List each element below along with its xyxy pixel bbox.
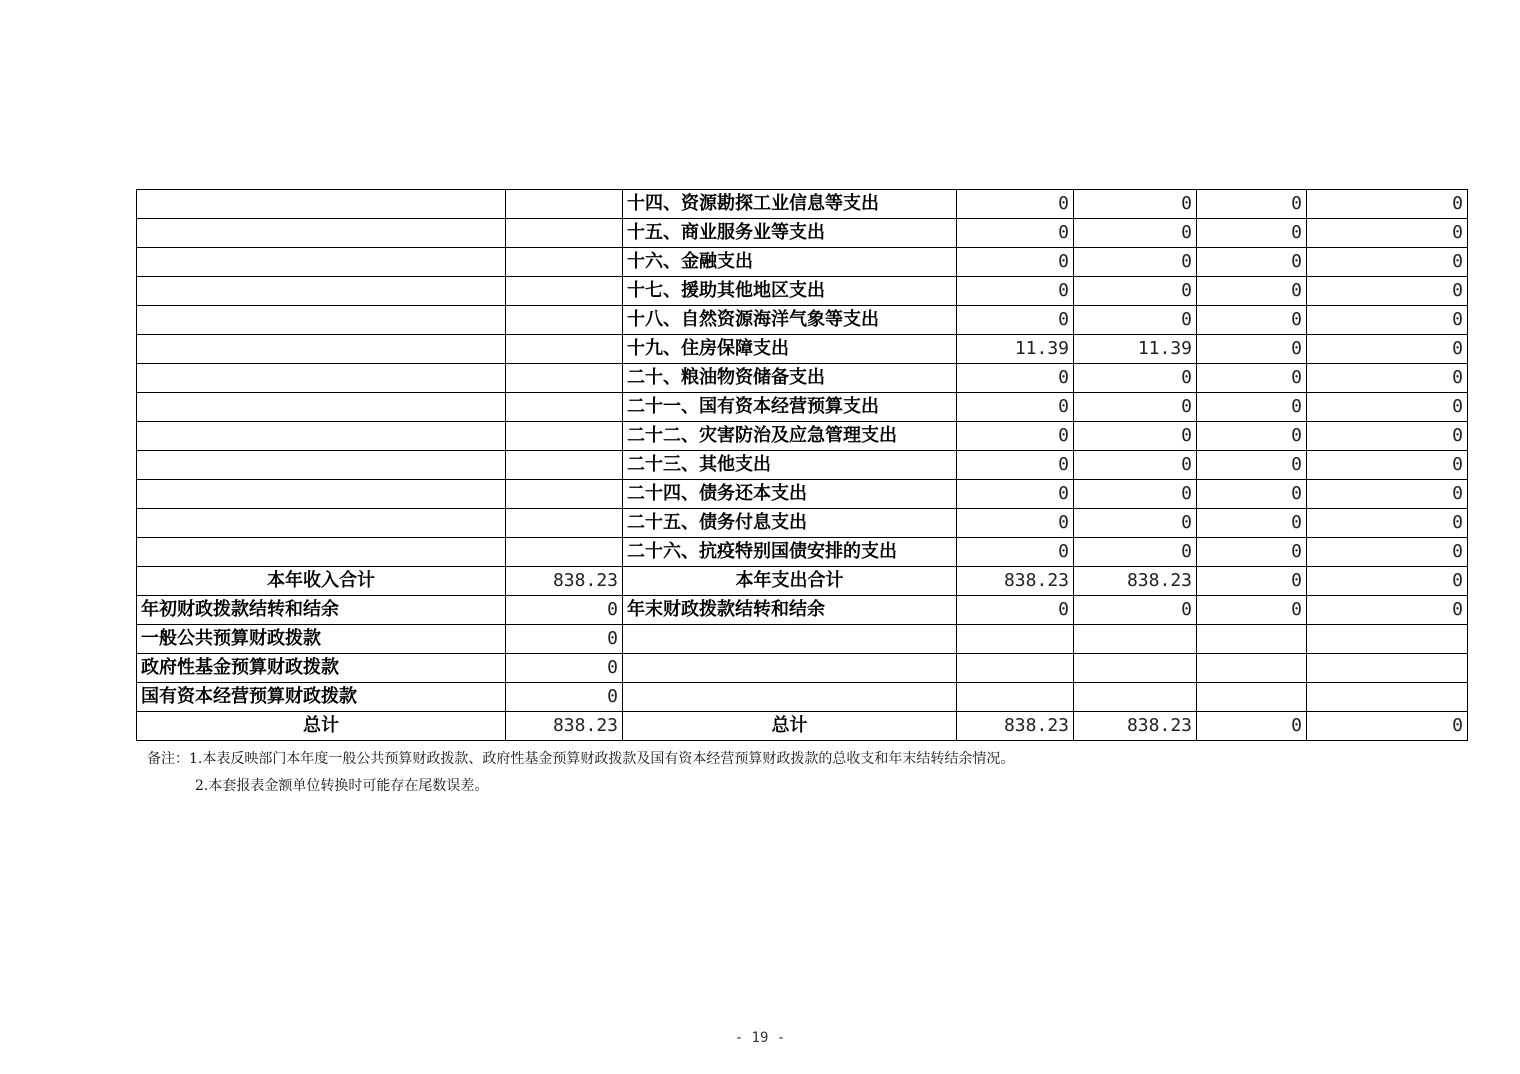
expense-state-capital-cell: 0 — [1307, 567, 1468, 596]
expense-state-capital-cell: 0 — [1307, 248, 1468, 277]
expense-total-cell: 0 — [957, 219, 1074, 248]
expense-item-cell: 二十一、国有资本经营预算支出 — [623, 393, 957, 422]
expense-state-capital-cell: 0 — [1307, 393, 1468, 422]
expense-carryover-label: 年末财政拨款结转和结余 — [623, 596, 957, 625]
expense-gov-fund-cell: 0 — [1197, 538, 1307, 567]
expense-state-capital-cell: 0 — [1307, 480, 1468, 509]
expense-item-cell: 二十六、抗疫特别国债安排的支出 — [623, 538, 957, 567]
income-carryover-amount: 0 — [506, 596, 623, 625]
expense-state-capital-cell — [1307, 654, 1468, 683]
expense-gov-fund-cell: 0 — [1197, 219, 1307, 248]
expense-state-capital-cell: 0 — [1307, 451, 1468, 480]
expense-item-cell — [623, 625, 957, 654]
expense-gov-fund-cell: 0 — [1197, 248, 1307, 277]
budget-table — [136, 189, 1468, 741]
expense-general-budget-cell — [1074, 625, 1197, 654]
page-number: - 19 - — [734, 1030, 786, 1046]
table-row — [137, 451, 1468, 480]
income-item-cell — [137, 219, 506, 248]
expense-gov-fund-cell: 0 — [1197, 596, 1307, 625]
expense-general-budget-cell: 0 — [1074, 422, 1197, 451]
income-grand-total-amount: 838.23 — [506, 712, 623, 741]
table-row — [137, 335, 1468, 364]
expense-total-cell: 0 — [957, 277, 1074, 306]
income-subitem-label: 一般公共预算财政拨款 — [137, 625, 506, 654]
income-item-cell — [137, 364, 506, 393]
expense-general-budget-cell: 0 — [1074, 538, 1197, 567]
expense-gov-fund-cell: 0 — [1197, 393, 1307, 422]
expense-gov-fund-cell: 0 — [1197, 480, 1307, 509]
expense-total-cell: 0 — [957, 248, 1074, 277]
expense-gov-fund-cell — [1197, 683, 1307, 712]
table-row — [137, 306, 1468, 335]
income-amount-cell — [506, 248, 623, 277]
income-item-cell — [137, 306, 506, 335]
income-amount-cell — [506, 393, 623, 422]
expense-item-cell — [623, 654, 957, 683]
expense-general-budget-cell: 838.23 — [1074, 712, 1197, 741]
income-amount-cell — [506, 306, 623, 335]
expense-total-cell: 0 — [957, 509, 1074, 538]
expense-item-cell: 二十、粮油物资储备支出 — [623, 364, 957, 393]
income-amount-cell — [506, 219, 623, 248]
expense-general-budget-cell — [1074, 683, 1197, 712]
income-amount-cell: 0 — [506, 683, 623, 712]
expense-item-cell: 十七、援助其他地区支出 — [623, 277, 957, 306]
expense-state-capital-cell: 0 — [1307, 596, 1468, 625]
expense-general-budget-cell: 0 — [1074, 248, 1197, 277]
expense-total-cell — [957, 683, 1074, 712]
income-subtotal-amount: 838.23 — [506, 567, 623, 596]
expense-item-cell: 二十二、灾害防治及应急管理支出 — [623, 422, 957, 451]
expense-total-cell: 0 — [957, 596, 1074, 625]
expense-state-capital-cell: 0 — [1307, 422, 1468, 451]
table-row — [137, 654, 1468, 683]
expense-general-budget-cell: 0 — [1074, 277, 1197, 306]
table-notes — [147, 746, 1447, 800]
table-row — [137, 422, 1468, 451]
expense-total-cell: 0 — [957, 306, 1074, 335]
expense-total-cell: 838.23 — [957, 567, 1074, 596]
expense-state-capital-cell: 0 — [1307, 335, 1468, 364]
table-row — [137, 480, 1468, 509]
expense-item-cell: 十九、住房保障支出 — [623, 335, 957, 364]
income-item-cell — [137, 277, 506, 306]
income-amount-cell — [506, 422, 623, 451]
expense-gov-fund-cell: 0 — [1197, 364, 1307, 393]
expense-state-capital-cell: 0 — [1307, 306, 1468, 335]
expense-gov-fund-cell — [1197, 625, 1307, 654]
table-row — [137, 219, 1468, 248]
income-item-cell — [137, 335, 506, 364]
table-row-carryover — [137, 596, 1468, 625]
expense-general-budget-cell: 838.23 — [1074, 567, 1197, 596]
expense-total-cell: 838.23 — [957, 712, 1074, 741]
table-row — [137, 277, 1468, 306]
income-amount-cell — [506, 277, 623, 306]
income-subitem-label: 政府性基金预算财政拨款 — [137, 654, 506, 683]
income-amount-cell — [506, 335, 623, 364]
expense-gov-fund-cell: 0 — [1197, 451, 1307, 480]
income-item-cell — [137, 451, 506, 480]
expense-state-capital-cell: 0 — [1307, 190, 1468, 219]
expense-gov-fund-cell: 0 — [1197, 509, 1307, 538]
income-amount-cell — [506, 364, 623, 393]
expense-gov-fund-cell — [1197, 654, 1307, 683]
expense-total-cell: 0 — [957, 364, 1074, 393]
expense-total-cell: 0 — [957, 393, 1074, 422]
expense-state-capital-cell: 0 — [1307, 712, 1468, 741]
expense-general-budget-cell — [1074, 654, 1197, 683]
expense-state-capital-cell: 0 — [1307, 509, 1468, 538]
expense-total-cell — [957, 654, 1074, 683]
table-row — [137, 683, 1468, 712]
expense-item-cell: 十四、资源勘探工业信息等支出 — [623, 190, 957, 219]
income-amount-cell — [506, 509, 623, 538]
expense-general-budget-cell: 0 — [1074, 190, 1197, 219]
expense-gov-fund-cell: 0 — [1197, 422, 1307, 451]
expense-subtotal-label: 本年支出合计 — [623, 567, 957, 596]
expense-state-capital-cell — [1307, 625, 1468, 654]
income-amount-cell — [506, 190, 623, 219]
expense-state-capital-cell — [1307, 683, 1468, 712]
budget-table-body — [137, 190, 1468, 741]
expense-total-cell: 0 — [957, 190, 1074, 219]
expense-gov-fund-cell: 0 — [1197, 335, 1307, 364]
expense-state-capital-cell: 0 — [1307, 277, 1468, 306]
income-item-cell — [137, 509, 506, 538]
expense-gov-fund-cell: 0 — [1197, 190, 1307, 219]
expense-item-cell: 二十三、其他支出 — [623, 451, 957, 480]
expense-gov-fund-cell: 0 — [1197, 567, 1307, 596]
income-item-cell — [137, 538, 506, 567]
expense-total-cell: 11.39 — [957, 335, 1074, 364]
expense-general-budget-cell: 0 — [1074, 364, 1197, 393]
expense-item-cell: 十五、商业服务业等支出 — [623, 219, 957, 248]
expense-total-cell — [957, 625, 1074, 654]
expense-general-budget-cell: 0 — [1074, 393, 1197, 422]
income-item-cell — [137, 393, 506, 422]
income-item-cell — [137, 480, 506, 509]
expense-state-capital-cell: 0 — [1307, 364, 1468, 393]
expense-total-cell: 0 — [957, 480, 1074, 509]
income-amount-cell — [506, 538, 623, 567]
income-item-cell — [137, 248, 506, 277]
table-row — [137, 364, 1468, 393]
table-row — [137, 190, 1468, 219]
table-row — [137, 509, 1468, 538]
income-item-cell — [137, 190, 506, 219]
table-row-subtotal — [137, 567, 1468, 596]
table-row — [137, 625, 1468, 654]
expense-gov-fund-cell: 0 — [1197, 306, 1307, 335]
table-row — [137, 538, 1468, 567]
expense-item-cell: 二十五、债务付息支出 — [623, 509, 957, 538]
expense-gov-fund-cell: 0 — [1197, 712, 1307, 741]
table-row-grand-total — [137, 712, 1468, 741]
expense-item-cell — [623, 683, 957, 712]
expense-total-cell: 0 — [957, 538, 1074, 567]
note-line-2: 2.本套报表金额单位转换时可能存在尾数误差。 — [195, 778, 489, 794]
expense-grand-total-label: 总计 — [623, 712, 957, 741]
income-subtotal-label: 本年收入合计 — [137, 567, 506, 596]
income-amount-cell: 0 — [506, 625, 623, 654]
expense-item-cell: 十八、自然资源海洋气象等支出 — [623, 306, 957, 335]
income-subitem-label: 国有资本经营预算财政拨款 — [137, 683, 506, 712]
expense-general-budget-cell: 0 — [1074, 509, 1197, 538]
expense-general-budget-cell: 0 — [1074, 596, 1197, 625]
income-amount-cell — [506, 451, 623, 480]
income-amount-cell — [506, 480, 623, 509]
income-carryover-label: 年初财政拨款结转和结余 — [137, 596, 506, 625]
income-item-cell — [137, 422, 506, 451]
expense-general-budget-cell: 0 — [1074, 306, 1197, 335]
expense-state-capital-cell: 0 — [1307, 538, 1468, 567]
expense-state-capital-cell: 0 — [1307, 219, 1468, 248]
expense-general-budget-cell: 11.39 — [1074, 335, 1197, 364]
expense-general-budget-cell: 0 — [1074, 451, 1197, 480]
note-line-1: 备注：1.本表反映部门本年度一般公共预算财政拨款、政府性基金预算财政拨款及国有资本经营预算财政拨款的总收支和年末结转结余情况。 — [147, 751, 1015, 767]
income-grand-total-label: 总计 — [137, 712, 506, 741]
expense-item-cell: 二十四、债务还本支出 — [623, 480, 957, 509]
expense-total-cell: 0 — [957, 422, 1074, 451]
income-amount-cell: 0 — [506, 654, 623, 683]
expense-total-cell: 0 — [957, 451, 1074, 480]
table-row — [137, 393, 1468, 422]
expense-general-budget-cell: 0 — [1074, 219, 1197, 248]
expense-gov-fund-cell: 0 — [1197, 277, 1307, 306]
expense-general-budget-cell: 0 — [1074, 480, 1197, 509]
expense-item-cell: 十六、金融支出 — [623, 248, 957, 277]
table-row — [137, 248, 1468, 277]
